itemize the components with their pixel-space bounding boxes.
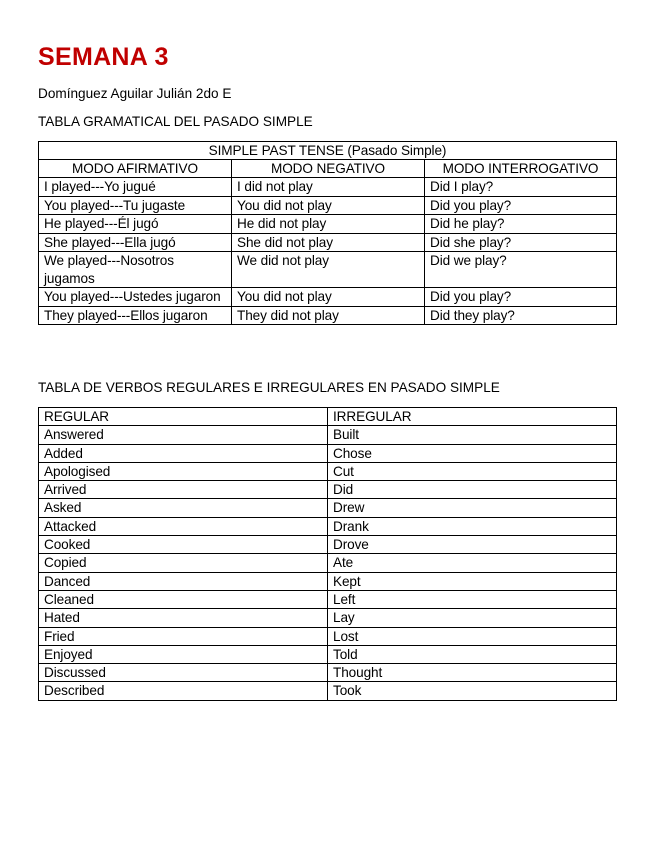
table-row <box>39 536 617 554</box>
column-header-interrogative: MODO INTERROGATIVO <box>425 160 617 178</box>
affirmative-cell: She played---Ella jugó <box>39 233 232 252</box>
irregular-verb-cell: Drew <box>328 499 617 517</box>
regular-verb-cell: Danced <box>39 572 328 590</box>
regular-verb-cell: Arrived <box>39 481 328 499</box>
negative-cell: You did not play <box>232 288 425 307</box>
negative-cell: We did not play <box>232 252 425 288</box>
verbs-header-row <box>39 408 617 426</box>
regular-verb-cell: Discussed <box>39 664 328 682</box>
column-header-negative: MODO NEGATIVO <box>232 160 425 178</box>
table-row <box>39 444 617 462</box>
regular-verb-cell: Described <box>39 682 328 700</box>
irregular-verb-cell: Built <box>328 426 617 444</box>
regular-verb-cell: Apologised <box>39 462 328 480</box>
table-row <box>39 572 617 590</box>
table-row <box>39 609 617 627</box>
table-row <box>39 215 617 234</box>
grammar-header-row <box>39 160 617 178</box>
table-row <box>39 426 617 444</box>
interrogative-cell: Did we play? <box>425 252 617 288</box>
negative-cell: She did not play <box>232 233 425 252</box>
irregular-verb-cell: Drank <box>328 517 617 535</box>
interrogative-cell: Did she play? <box>425 233 617 252</box>
verbs-table <box>38 407 617 701</box>
table-row <box>39 627 617 645</box>
negative-cell: I did not play <box>232 178 425 197</box>
regular-verb-cell: Enjoyed <box>39 645 328 663</box>
table-row <box>39 252 617 288</box>
page-title: SEMANA 3 <box>38 43 169 71</box>
irregular-verb-cell: Left <box>328 590 617 608</box>
irregular-verb-cell: Ate <box>328 554 617 572</box>
regular-verb-cell: Cooked <box>39 536 328 554</box>
table-row <box>39 288 617 307</box>
verbs-table-heading: TABLA DE VERBOS REGULARES E IRREGULARES EN PASADO SIMPLE <box>38 380 500 395</box>
regular-verb-cell: Answered <box>39 426 328 444</box>
table-row <box>39 664 617 682</box>
regular-verb-cell: Cleaned <box>39 590 328 608</box>
regular-verb-cell: Fried <box>39 627 328 645</box>
table-row <box>39 682 617 700</box>
irregular-verb-cell: Did <box>328 481 617 499</box>
irregular-verb-cell: Lost <box>328 627 617 645</box>
table-row <box>39 306 617 325</box>
irregular-verb-cell: Thought <box>328 664 617 682</box>
table-row <box>39 499 617 517</box>
negative-cell: You did not play <box>232 196 425 215</box>
table-row <box>39 481 617 499</box>
regular-verb-cell: Asked <box>39 499 328 517</box>
affirmative-cell: You played---Ustedes jugaron <box>39 288 232 307</box>
affirmative-cell: I played---Yo jugué <box>39 178 232 197</box>
affirmative-cell: You played---Tu jugaste <box>39 196 232 215</box>
irregular-verb-cell: Told <box>328 645 617 663</box>
affirmative-cell: We played---Nosotros jugamos <box>39 252 232 288</box>
interrogative-cell: Did you play? <box>425 196 617 215</box>
affirmative-cell: They played---Ellos jugaron <box>39 306 232 325</box>
table-row <box>39 590 617 608</box>
regular-verb-cell: Copied <box>39 554 328 572</box>
column-header-irregular: IRREGULAR <box>328 408 617 426</box>
column-header-regular: REGULAR <box>39 408 328 426</box>
column-header-affirmative: MODO AFIRMATIVO <box>39 160 232 178</box>
table-row <box>39 645 617 663</box>
table-row <box>39 517 617 535</box>
irregular-verb-cell: Kept <box>328 572 617 590</box>
regular-verb-cell: Hated <box>39 609 328 627</box>
grammar-table <box>38 141 617 325</box>
interrogative-cell: Did you play? <box>425 288 617 307</box>
author-line: Domínguez Aguilar Julián 2do E <box>38 86 232 101</box>
irregular-verb-cell: Drove <box>328 536 617 554</box>
interrogative-cell: Did I play? <box>425 178 617 197</box>
affirmative-cell: He played---Él jugó <box>39 215 232 234</box>
negative-cell: He did not play <box>232 215 425 234</box>
table-row <box>39 462 617 480</box>
table-row <box>39 554 617 572</box>
table-row <box>39 178 617 197</box>
irregular-verb-cell: Took <box>328 682 617 700</box>
interrogative-cell: Did they play? <box>425 306 617 325</box>
negative-cell: They did not play <box>232 306 425 325</box>
grammar-table-caption: SIMPLE PAST TENSE (Pasado Simple) <box>39 142 617 160</box>
irregular-verb-cell: Lay <box>328 609 617 627</box>
regular-verb-cell: Added <box>39 444 328 462</box>
regular-verb-cell: Attacked <box>39 517 328 535</box>
irregular-verb-cell: Cut <box>328 462 617 480</box>
table-row <box>39 233 617 252</box>
interrogative-cell: Did he play? <box>425 215 617 234</box>
grammar-caption-row <box>39 142 617 160</box>
irregular-verb-cell: Chose <box>328 444 617 462</box>
table-row <box>39 196 617 215</box>
grammar-table-heading: TABLA GRAMATICAL DEL PASADO SIMPLE <box>38 114 313 129</box>
